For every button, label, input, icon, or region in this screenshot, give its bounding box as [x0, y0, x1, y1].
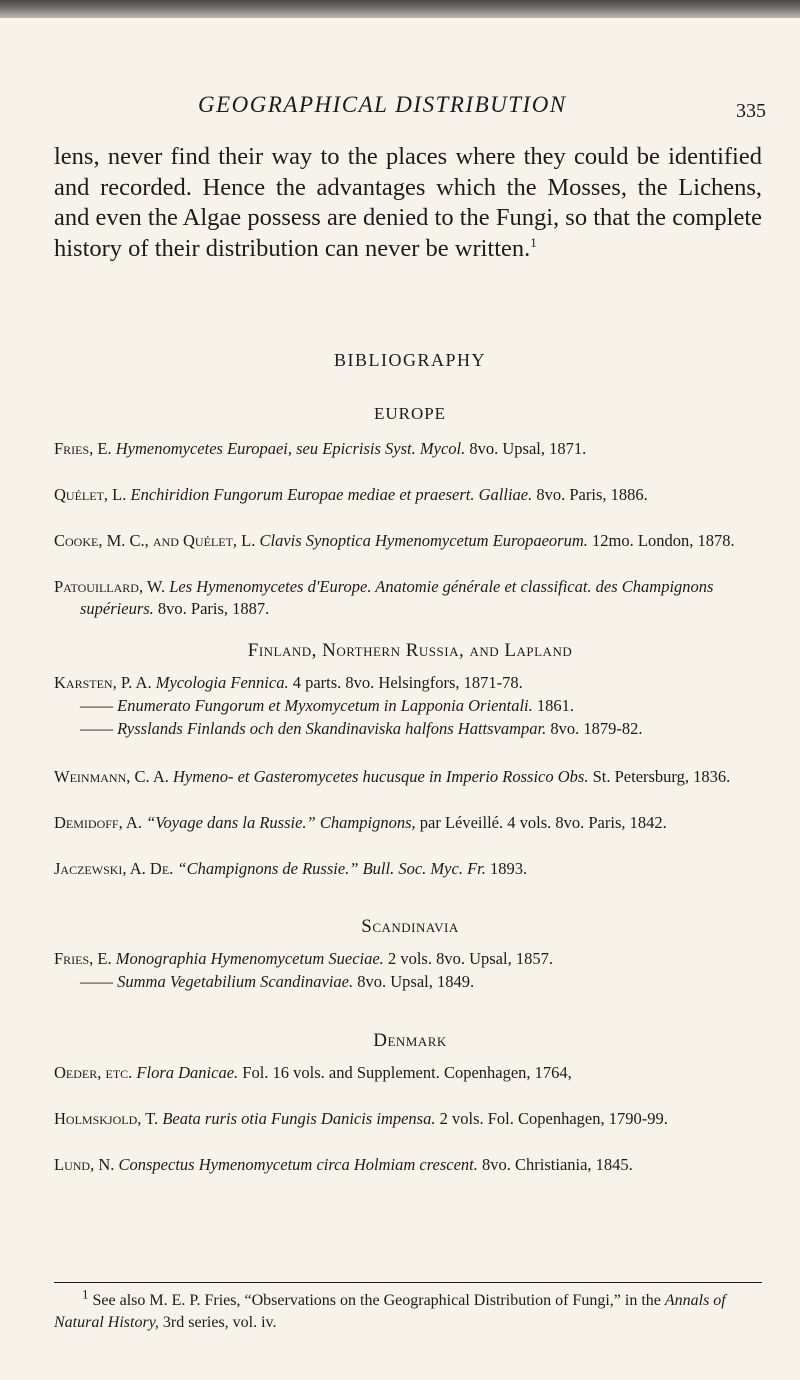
bib-details: 8vo. Upsal, 1871. [469, 439, 587, 458]
bib-ditto: —— [80, 696, 113, 715]
bib-title: Enchiridion Fungorum Europae mediae et praesert. Galliae. [130, 485, 533, 504]
bib-details: St. Petersburg, 1836. [592, 767, 731, 786]
bib-ditto: —— [80, 719, 113, 738]
bib-author: Weinmann, C. A. [54, 767, 169, 786]
bib-author: Karsten, P. A. [54, 673, 152, 692]
bib-title: “Voyage dans la Russie.” Champignons, [146, 813, 416, 832]
bib-title: Enumerato Fungorum et Myxomycetum in Lapponia Orientali. [117, 696, 533, 715]
bib-entry [54, 438, 788, 460]
region-heading-denmark: Denmark [373, 1030, 447, 1051]
footnote-marker: 1 [82, 1286, 89, 1302]
bib-details: 2 vols. Fol. Copenhagen, 1790-99. [439, 1109, 668, 1128]
bibliography-heading: BIBLIOGRAPHY [333, 350, 486, 370]
bib-details: 8vo. Paris, 1886. [536, 485, 648, 504]
bib-ditto: —— [80, 972, 113, 991]
bib-author: Cooke, M. C., and Quélet, L. [54, 531, 256, 550]
bib-author: Quélet, L. [54, 485, 127, 504]
bib-details: 8vo. Paris, 1887. [157, 599, 270, 618]
bib-details: 2 vols. 8vo. Upsal, 1857. [387, 949, 553, 968]
bib-entry [54, 672, 788, 694]
footnote-reference: 1 [530, 234, 537, 250]
bib-author: Jaczewski, A. De. [54, 859, 174, 878]
footnote-text-before: See also M. E. P. Fries, “Observations on the Geographical Distribution of Fungi,” in the [92, 1292, 661, 1309]
book-page [54, 0, 766, 1380]
bib-author: Fries, E. [54, 439, 112, 458]
footnote-rule [54, 1282, 762, 1283]
bib-title: Hymeno- et Gasteromycetes hucusque in Imperio Rossico Obs. [173, 767, 589, 786]
bib-title: “Champignons de Russie.” Bull. Soc. Myc. Fr. [177, 859, 486, 878]
region-heading-scandinavia: Scandinavia [361, 916, 459, 937]
bib-details: par Léveillé. 4 vols. 8vo. Paris, 1842. [419, 813, 667, 832]
footnote-text-after: 3rd series, vol. iv. [162, 1314, 277, 1331]
bib-details: 4 parts. 8vo. Helsingfors, 1871-78. [292, 673, 523, 692]
body-text: lens, never find their way to the places where they could be identified and recorded. Hence the advantages which the Mosses, the Lichens, and even the Algae possess are denied to the Fungi, so that the complete history of their distribution can never be written. [54, 143, 762, 262]
bib-author: Holmskjold, T. [54, 1109, 159, 1128]
bib-entry [54, 766, 788, 788]
bib-details: 1861. [536, 696, 575, 715]
bib-entry [54, 576, 788, 620]
running-head [54, 92, 766, 122]
bib-entry [54, 971, 788, 993]
bib-entry [54, 858, 788, 880]
bib-author: Oeder, etc. [54, 1063, 133, 1082]
footnote [54, 1286, 762, 1334]
running-title: GEOGRAPHICAL DISTRIBUTION [198, 92, 567, 117]
bib-title: Rysslands Finlands och den Skandinaviska halfons Hattsvampar. [117, 719, 547, 738]
bib-details: 1893. [490, 859, 528, 878]
bib-author: Lund, N. [54, 1155, 115, 1174]
bib-entry [54, 718, 788, 740]
bib-entry [54, 1108, 788, 1130]
bib-details: 8vo. Christiania, 1845. [482, 1155, 633, 1174]
bib-title: Monographia Hymenomycetum Sueciae. [115, 949, 384, 968]
bib-entry [54, 1154, 788, 1176]
bib-title: Summa Vegetabilium Scandinaviae. [117, 972, 354, 991]
page-number: 335 [736, 100, 766, 122]
bib-entry [54, 530, 788, 552]
bib-entry [54, 948, 788, 970]
bib-title: Clavis Synoptica Hymenomycetum Europaeorum. [259, 531, 588, 550]
bib-author: Patouillard, W. [54, 577, 166, 596]
bib-details: Fol. 16 vols. and Supplement. Copenhagen, 1764, [242, 1063, 572, 1082]
body-paragraph [54, 142, 762, 264]
bib-title: Hymenomycetes Europaei, seu Epicrisis Syst. Mycol. [115, 439, 466, 458]
bib-entry [54, 1062, 788, 1084]
bib-title: Mycologia Fennica. [155, 673, 289, 692]
footnote-journal: Annals of Natural History, [54, 1292, 726, 1331]
bib-details: 8vo. 1879-82. [550, 719, 643, 738]
bib-entry [54, 812, 788, 834]
bib-title: Beata ruris otia Fungis Danicis impensa. [162, 1109, 436, 1128]
region-heading-finland: Finland, Northern Russia, and Lapland [247, 640, 573, 661]
bib-title: Conspectus Hymenomycetum circa Holmiam crescent. [118, 1155, 478, 1174]
region-heading-europe: EUROPE [373, 404, 447, 423]
bib-author: Demidoff, A. [54, 813, 142, 832]
bib-details: 8vo. Upsal, 1849. [357, 972, 475, 991]
bib-author: Fries, E. [54, 949, 112, 968]
bib-title: Les Hymenomycetes d'Europe. Anatomie générale et classificat. des Champignons supérieurs. [80, 577, 714, 618]
bib-entry [54, 695, 788, 717]
bib-title: Flora Danicae. [136, 1063, 239, 1082]
bib-entry [54, 484, 788, 506]
bib-details: 12mo. London, 1878. [592, 531, 735, 550]
